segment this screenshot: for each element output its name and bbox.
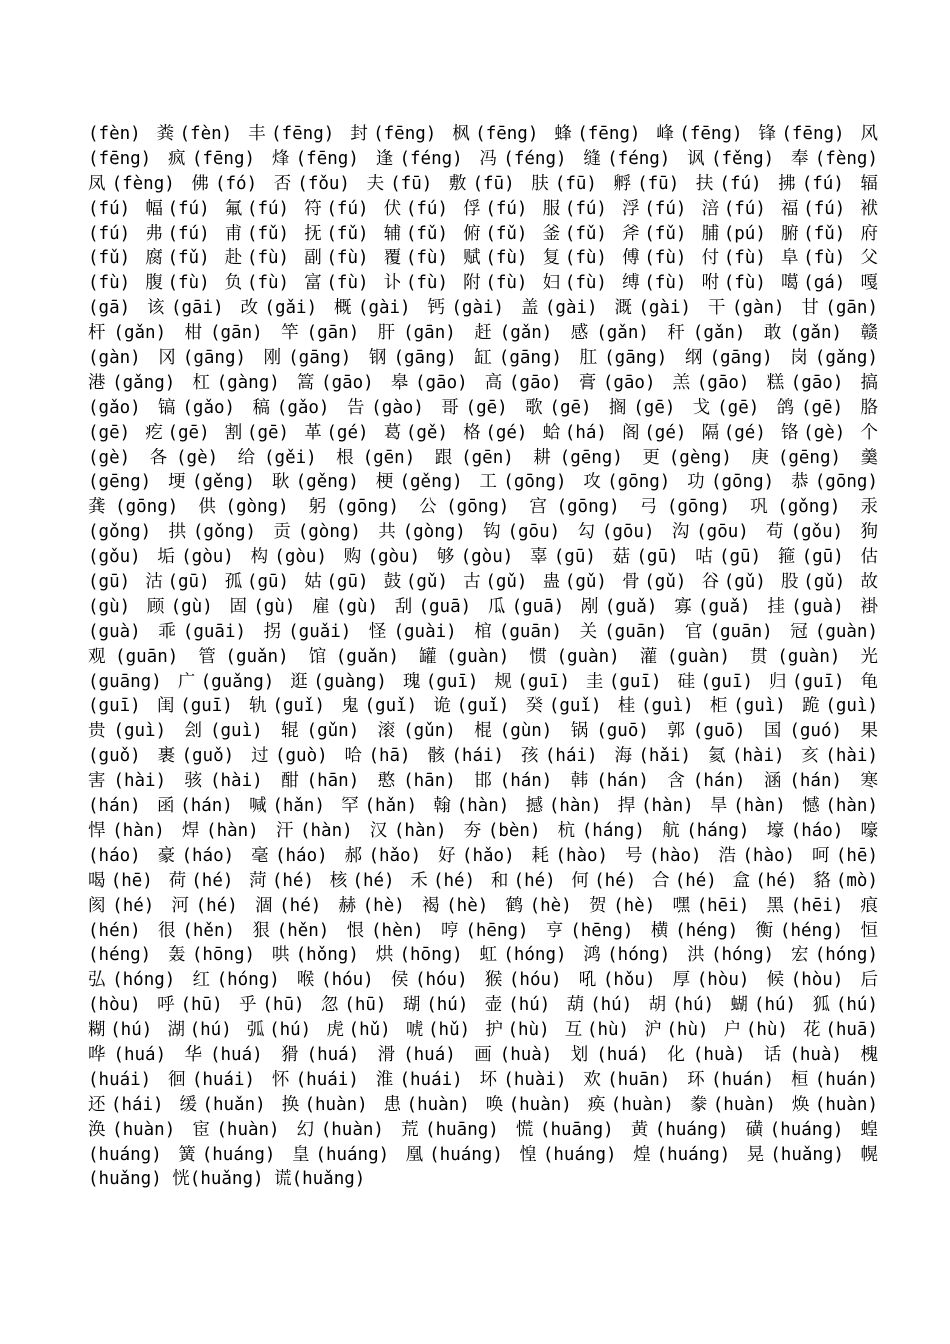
text-line: 港(gǎng) 杠(gàng) 篙(gāo) 皋(gāo) 高(gāo) 膏(gāo) 羔(gāo) 糕(gāo) 搞 [88, 372, 878, 393]
text-line: (guāng) 广(guǎng) 逛(guàng) 瑰(guī) 规(guī) 圭(guī) 硅(guī) 归(guī) 龟 [88, 671, 878, 692]
text-line: 还(hái) 缓(huǎn) 换(huàn) 患(huàn) 唤(huàn) 痪(huàn) 豢(huàn) 焕(huàn) [88, 1094, 878, 1115]
text-line: 害(hài) 骇(hài) 酣(hān) 憨(hān) 邯(hán) 韩(hán) 含(hán) 涵(hán) 寒 [88, 771, 878, 792]
text-line: (huǎng) 恍(huǎng) 谎(huǎng) [88, 1169, 366, 1190]
text-line: 杆(gǎn) 柑(gān) 竿(gān) 肝(gān) 赶(gǎn) 感(gǎn) 秆(gǎn) 敢(gǎn) 赣 [88, 323, 878, 344]
text-line: (hòu) 呼(hū) 乎(hū) 忽(hū) 瑚(hú) 壶(hú) 葫(hú) 胡(hú) 蝴(hú) 狐(hú) [88, 995, 878, 1016]
text-line: (gù) 顾(gù) 固(gù) 雇(gù) 刮(guā) 瓜(guā) 剐(guǎ) 寡(guǎ) 挂(guà) 褂 [88, 596, 878, 617]
text-line: (gēng) 埂(gěng) 耿(gěng) 梗(gěng) 工(gōng) 攻(gōng) 功(gōng) 恭(gōng) [88, 472, 878, 493]
text-line: 龚(gōng) 供(gòng) 躬(gōng) 公(gōng) 宫(gōng) 弓(gōng) 巩(gǒng) 汞 [88, 497, 878, 518]
text-line: (gǒng) 拱(gǒng) 贡(gòng) 共(gòng) 钩(gōu) 勾(gōu) 沟(gōu) 苟(gǒu) 狗 [88, 522, 878, 543]
text-line: 凤(fèng) 佛(fó) 否(fǒu) 夫(fū) 敷(fū) 肤(fū) 孵(fū) 扶(fú) 拂(fú) 辐 [88, 173, 878, 194]
text-line: (huáng) 簧(huáng) 皇(huáng) 凰(huáng) 惶(huáng) 煌(huáng) 晃(huǎng) 幌 [88, 1144, 878, 1165]
text-line: (gàn) 冈(gāng) 刚(gāng) 钢(gāng) 缸(gāng) 肛(gāng) 纲(gāng) 岗(gǎng) [88, 348, 878, 369]
text-line: (hán) 函(hán) 喊(hǎn) 罕(hǎn) 翰(hàn) 撼(hàn) 捍(hàn) 旱(hàn) 憾(hàn) [88, 796, 878, 817]
text-line: (gè) 各(gè) 给(gěi) 根(gēn) 跟(gēn) 耕(gēng) 更(gèng) 庚(gēng) 羹 [88, 447, 878, 468]
text-line: (fú) 幅(fú) 氟(fú) 符(fú) 伏(fú) 俘(fú) 服(fú) 浮(fú) 涪(fú) 福(fú) 袱 [88, 198, 878, 219]
pinyin-text-block [88, 122, 878, 1192]
text-line: (guǒ) 裹(guǒ) 过(guò) 哈(hā) 骸(hái) 孩(hái) 海(hǎi) 氦(hài) 亥(hài) [88, 746, 878, 767]
text-line: (guī) 闺(guī) 轨(guǐ) 鬼(guǐ) 诡(guǐ) 癸(guǐ) 桂(guì) 柜(guì) 跪(guì) [88, 696, 878, 717]
text-line: (háo) 豪(háo) 毫(háo) 郝(hǎo) 好(hǎo) 耗(hào) 号(hào) 浩(hào) 呵(hē) [88, 845, 878, 866]
text-line: 哗(huá) 华(huá) 猾(huá) 滑(huá) 画(huà) 划(huá) 化(huà) 话(huà) 槐 [88, 1044, 878, 1065]
text-line: (gā) 该(gāi) 改(gǎi) 概(gài) 钙(gài) 盖(gài) 溉(gài) 干(gàn) 甘(gān) [88, 298, 878, 319]
text-line: 喝(hē) 荷(hé) 菏(hé) 核(hé) 禾(hé) 和(hé) 何(hé) 合(hé) 盒(hé) 貉(mò) [88, 870, 878, 891]
text-line: 观(guān) 管(guǎn) 馆(guǎn) 罐(guàn) 惯(guàn) 灌(guàn) 贯(guàn) 光 [88, 646, 878, 667]
text-line: (gē) 疙(gē) 割(gē) 革(gé) 葛(gě) 格(gé) 蛤(há) 阁(gé) 隔(gé) 铬(gè) 个 [88, 422, 878, 443]
text-line: 弘(hóng) 红(hóng) 喉(hóu) 侯(hóu) 猴(hóu) 吼(hǒu) 厚(hòu) 候(hòu) 后 [88, 970, 878, 991]
text-line: (gū) 沽(gū) 孤(gū) 姑(gū) 鼓(gǔ) 古(gǔ) 蛊(gǔ) 骨(gǔ) 谷(gǔ) 股(gǔ) 故 [88, 572, 878, 593]
text-line: 涣(huàn) 宦(huàn) 幻(huàn) 荒(huāng) 慌(huāng) 黄(huáng) 磺(huáng) 蝗 [88, 1119, 878, 1140]
text-line: (fèn) 粪(fèn) 丰(fēng) 封(fēng) 枫(fēng) 蜂(fēng) 峰(fēng) 锋(fēng) 风 [88, 124, 878, 144]
text-line: 贵(guì) 刽(guì) 辊(gǔn) 滚(gǔn) 棍(gùn) 锅(guō) 郭(guō) 国(guó) 果 [88, 721, 878, 742]
text-line: (fēng) 疯(fēng) 烽(fēng) 逢(féng) 冯(féng) 缝(féng) 讽(fěng) 奉(fèng) [88, 148, 878, 169]
text-line: (hén) 很(hěn) 狠(hěn) 恨(hèn) 哼(hēng) 亨(hēng) 横(héng) 衡(héng) 恒 [88, 920, 878, 941]
text-line: (huái) 徊(huái) 怀(huái) 淮(huái) 坏(huài) 欢(huān) 环(huán) 桓(huán) [88, 1069, 878, 1090]
text-line: (fù) 腹(fù) 负(fù) 富(fù) 讣(fù) 附(fù) 妇(fù) 缚(fù) 咐(fù) 噶(gá) 嘎 [88, 273, 878, 294]
text-line: (gǎo) 镐(gǎo) 稿(gǎo) 告(gào) 哥(gē) 歌(gē) 搁(gē) 戈(gē) 鸽(gē) 胳 [88, 397, 878, 418]
text-line: (gǒu) 垢(gòu) 构(gòu) 购(gòu) 够(gòu) 辜(gū) 菇(gū) 咕(gū) 箍(gū) 估 [88, 547, 878, 568]
text-line: 糊(hú) 湖(hú) 弧(hú) 虎(hǔ) 唬(hǔ) 护(hù) 互(hù) 沪(hù) 户(hù) 花(huā) [88, 1020, 878, 1041]
text-line: (guà) 乖(guāi) 拐(guǎi) 怪(guài) 棺(guān) 关(guān) 官(guān) 冠(guàn) [88, 621, 878, 642]
text-line: (fǔ) 腐(fǔ) 赴(fù) 副(fù) 覆(fù) 赋(fù) 复(fù) 傅(fù) 付(fù) 阜(fù) 父 [88, 248, 878, 269]
text-line: 阂(hé) 河(hé) 涸(hé) 赫(hè) 褐(hè) 鹤(hè) 贺(hè) 嘿(hēi) 黑(hēi) 痕 [88, 895, 878, 916]
text-line: (héng) 轰(hōng) 哄(hǒng) 烘(hōng) 虹(hóng) 鸿(hóng) 洪(hóng) 宏(hóng) [88, 945, 878, 966]
text-line: (fú) 弗(fú) 甫(fǔ) 抚(fǔ) 辅(fǔ) 俯(fǔ) 釜(fǔ) 斧(fǔ) 脯(pú) 腑(fǔ) 府 [88, 223, 878, 244]
text-line: 悍(hàn) 焊(hàn) 汗(hàn) 汉(hàn) 夯(bèn) 杭(háng) 航(háng) 壕(háo) 嚎 [88, 820, 878, 841]
